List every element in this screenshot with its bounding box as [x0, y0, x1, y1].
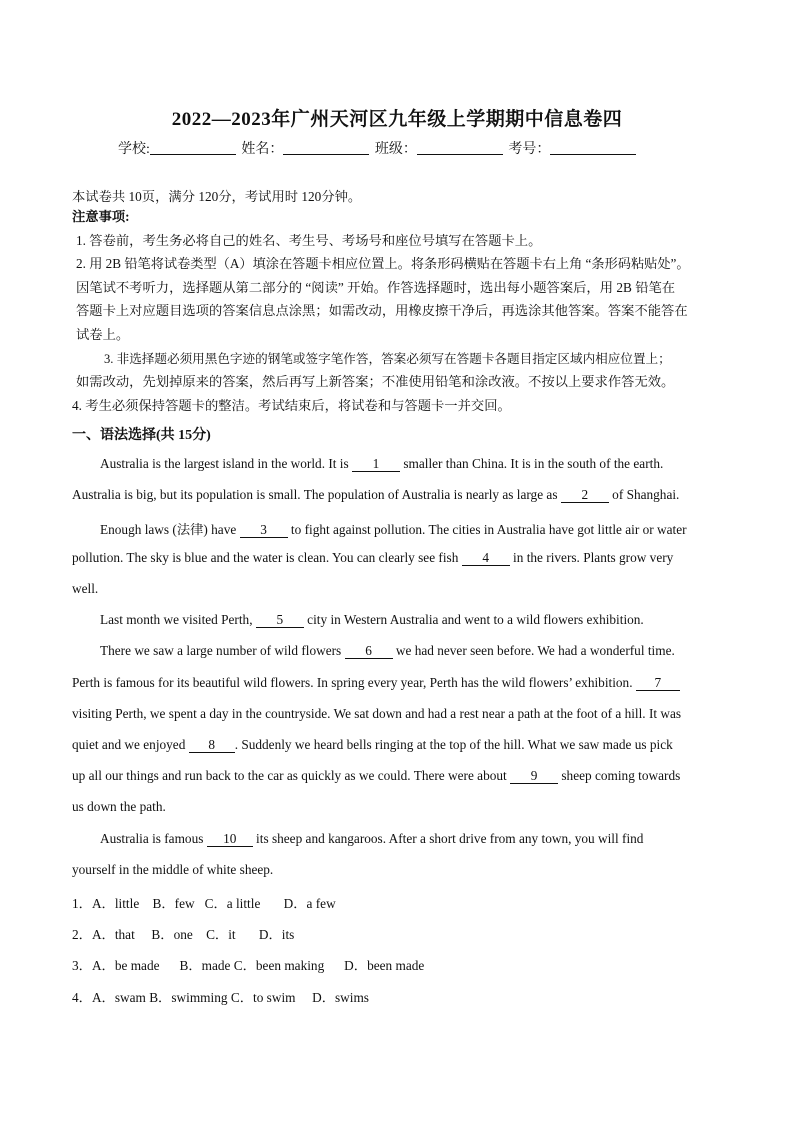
- class-label: 班级：: [374, 142, 417, 157]
- school-blank[interactable]: [150, 140, 236, 155]
- blank-5[interactable]: 5: [256, 613, 304, 628]
- blank-9[interactable]: 9: [510, 769, 558, 784]
- number-label: 考号：: [508, 142, 551, 157]
- blank-6[interactable]: 6: [345, 644, 393, 659]
- passage-line: There we saw a large number of wild flowers 6 we had never seen before. We had a wonderful time.: [100, 643, 675, 658]
- passage-line: yourself in the middle of white sheep.: [72, 862, 274, 877]
- passage-line: Last month we visited Perth, 5 city in Western Australia and went to a wild flowers exhibition.: [100, 612, 644, 627]
- blank-4[interactable]: 4: [462, 551, 510, 566]
- blank-2[interactable]: 2: [561, 488, 609, 503]
- notice-item: 3. 非选择题必须用黑色字迹的钢笔或签字笔作答，答案必须写在答题卡各题目指定区域内相应位置上；: [104, 352, 671, 366]
- blank-10[interactable]: 10: [207, 832, 253, 847]
- notice-item: 4. 考生必须保持答题卡的整洁。考试结束后，将试卷和与答题卡一并交回。: [72, 398, 511, 413]
- notice-item: 答题卡上对应题目选项的答案信息点涂黑；如需改动，用橡皮擦干净后，再选涂其他答案。答案不能答在: [76, 303, 688, 318]
- notice-item: 2. 用 2B 铅笔将试卷类型（A）填涂在答题卡相应位置上。将条形码横贴在答题卡右上角 “条形码粘贴处”。: [76, 256, 690, 271]
- passage-line: Australia is the largest island in the world. It is 1 smaller than China. It is in the south of the earth.: [100, 456, 664, 471]
- notice-item: 如需改动，先划掉原来的答案，然后再写上新答案；不准使用铅笔和涂改液。不按以上要求作答无效。: [76, 374, 675, 389]
- number-blank[interactable]: [550, 140, 636, 155]
- passage-line: quiet and we enjoyed 8 . Suddenly we heard bells ringing at the top of the hill. What we saw made us pick: [72, 737, 673, 752]
- class-blank[interactable]: [417, 140, 503, 155]
- student-info-line: [118, 138, 638, 158]
- passage-line: pollution. The sky is blue and the water is clean. You can clearly see fish 4 in the rivers. Plants grow very: [72, 550, 674, 565]
- blank-7[interactable]: 7: [636, 676, 680, 691]
- name-blank[interactable]: [283, 140, 369, 155]
- notice-heading: 注意事项:: [72, 209, 130, 224]
- passage-line: up all our things and run back to the car as quickly as we could. There were about 9 sheep coming towards: [72, 768, 681, 783]
- notice-item: 因笔试不考听力，选择题从第二部分的 “阅读” 开始。作答选择题时，选出每小题答案后，用 2B 铅笔在: [76, 280, 676, 295]
- notice-item: 1. 答卷前，考生务必将自己的姓名、考生号、考场号和座位号填写在答题卡上。: [76, 233, 542, 248]
- option-line: 1．A．little B．few C．a little D．a few: [72, 896, 336, 911]
- option-line: 3．A．be made B．made C．been making D．been made: [72, 958, 425, 973]
- section-heading: 一、语法选择(共 15分): [72, 428, 211, 443]
- page-title: 2022—2023年广州天河区九年级上学期期中信息卷四: [171, 109, 623, 130]
- passage-line: Perth is famous for its beautiful wild flowers. In spring every year, Perth has the wild flowers’ exhibition. 7: [72, 675, 680, 691]
- blank-3[interactable]: 3: [240, 523, 288, 538]
- blank-8[interactable]: 8: [189, 738, 235, 753]
- passage-line: Australia is big, but its population is small. The population of Australia is nearly as large as 2 of Shanghai.: [72, 487, 680, 502]
- passage-line: Australia is famous 10 its sheep and kangaroos. After a short drive from any town, you will find: [100, 831, 644, 846]
- name-label: 姓名：: [241, 142, 284, 157]
- notice-item: 试卷上。: [76, 327, 130, 342]
- option-line: 2．A．that B．one C．it D．its: [72, 927, 295, 942]
- blank-1[interactable]: 1: [352, 457, 400, 472]
- passage-line: visiting Perth, we spent a day in the countryside. We sat down and had a rest near a path at the foot of a hill. It was: [72, 706, 682, 721]
- school-label: 学校:: [118, 142, 150, 157]
- intro-text: 本试卷共 10页，满分 120分，考试用时 120分钟。: [72, 189, 362, 204]
- option-line: 4．A．swam B．swimming C．to swim D．swims: [72, 990, 369, 1005]
- passage-line: us down the path.: [72, 799, 166, 814]
- passage-line: well.: [72, 581, 99, 596]
- passage-line: Enough laws (法律) have 3 to fight against pollution. The cities in Australia have got little air or water: [100, 522, 687, 537]
